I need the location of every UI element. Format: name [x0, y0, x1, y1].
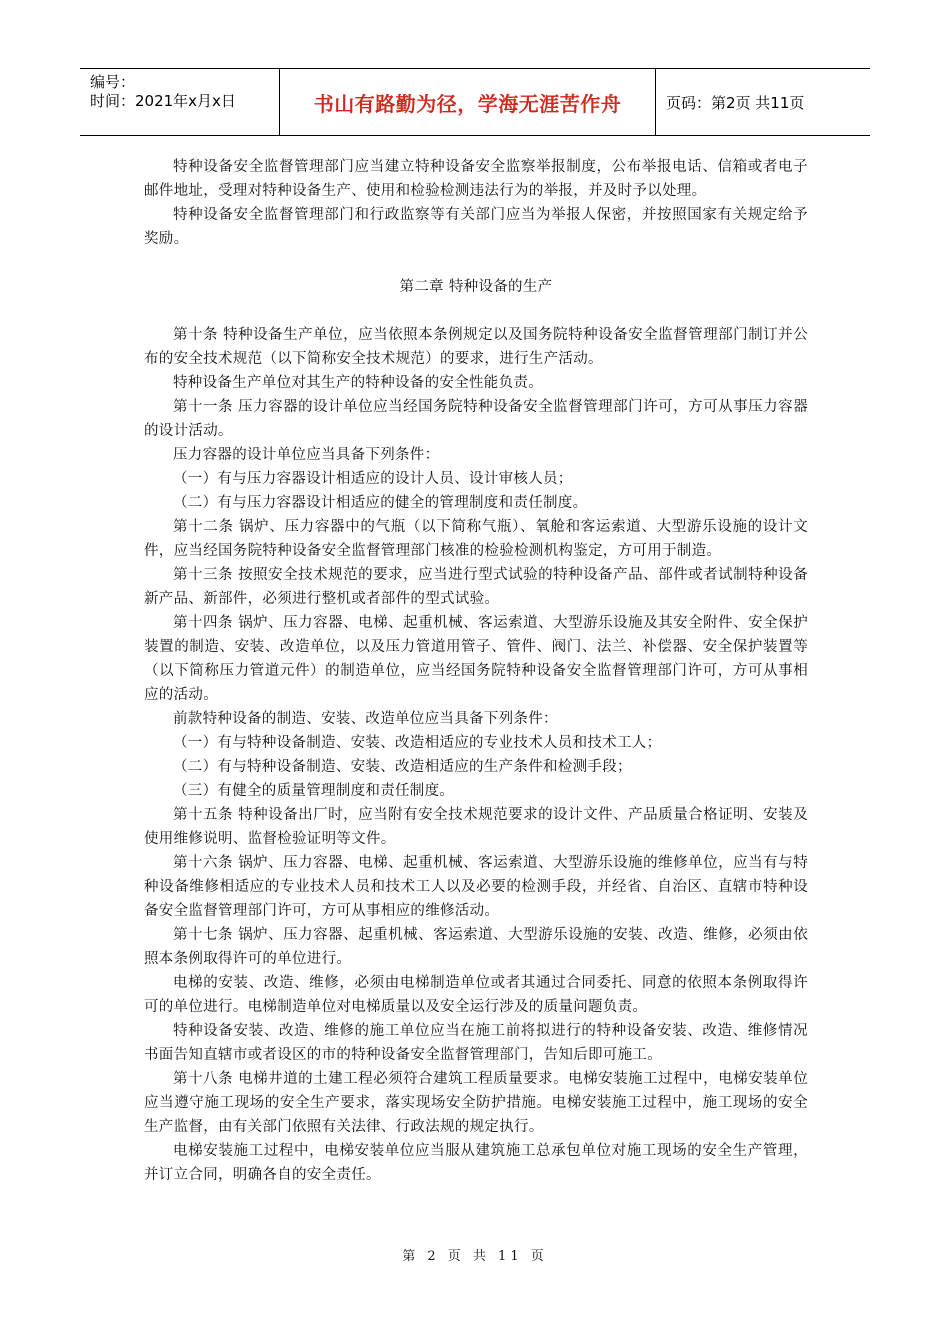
list-item: （二）有与特种设备制造、安装、改造相适应的生产条件和检测手段； [173, 759, 632, 775]
article-paragraph: 第十一条 压力容器的设计单位应当经国务院特种设备安全监督管理部门许可，方可从事压力容器的设计活动。 [144, 399, 808, 439]
article-paragraph: 第十四条 锅炉、压力容器、电梯、起重机械、客运索道、大型游乐设施及其安全附件、安全保护装置的制造、安装、改造单位，以及压力管道用管子、管件、阀门、法兰、补偿器、安全保护装置等（以下简称压力管道元件）的制造单位，应当经国务院特种设备安全监督管理部门许可，方可从事相应的活动。 [144, 615, 808, 703]
document-code-label: 编号： [90, 73, 136, 91]
page-header [80, 68, 870, 136]
paragraph: 特种设备安全监督管理部门应当建立特种设备安全监察举报制度，公布举报电话、信箱或者电子邮件地址，受理对特种设备生产、使用和检验检测违法行为的举报，并及时予以处理。 [144, 159, 808, 199]
article-paragraph: 第十七条 锅炉、压力容器、起重机械、客运索道、大型游乐设施的安装、改造、维修，必须由依照本条例取得许可的单位进行。 [144, 927, 808, 967]
paragraph: 电梯安装施工过程中，电梯安装单位应当服从建筑施工总承包单位对施工现场的安全生产管理，并订立合同，明确各自的安全责任。 [144, 1143, 808, 1183]
header-page-info: 页码：第2页 共11页 [666, 93, 805, 112]
article-paragraph: 第十六条 锅炉、压力容器、电梯、起重机械、客运索道、大型游乐设施的维修单位，应当有与特种设备维修相适应的专业技术人员和技术工人以及必要的检测手段，并经省、自治区、直辖市特种设备安全监督管理部门许可，方可从事相应的维修活动。 [144, 855, 808, 919]
paragraph: 特种设备生产单位对其生产的特种设备的安全性能负责。 [173, 375, 543, 391]
page-footer-number: 第 2 页 共 11 页 [402, 1249, 548, 1264]
paragraph: 压力容器的设计单位应当具备下列条件： [173, 447, 440, 463]
header-motto: 书山有路勤为径，学海无涯苦作舟 [280, 69, 656, 135]
paragraph: 前款特种设备的制造、安装、改造单位应当具备下列条件： [173, 711, 558, 727]
list-item: （一）有与压力容器设计相适应的设计人员、设计审核人员； [173, 471, 573, 487]
article-paragraph: 第十二条 锅炉、压力容器中的气瓶（以下简称气瓶）、氧舱和客运索道、大型游乐设施的设计文件，应当经国务院特种设备安全监督管理部门核准的检验检测机构鉴定，方可用于制造。 [144, 519, 808, 559]
list-item: （一）有与特种设备制造、安装、改造相适应的专业技术人员和技术工人； [173, 735, 662, 751]
article-paragraph: 第十条 特种设备生产单位，应当依照本条例规定以及国务院特种设备安全监督管理部门制订并公布的安全技术规范（以下简称安全技术规范）的要求，进行生产活动。 [144, 327, 808, 367]
article-paragraph: 第十三条 按照安全技术规范的要求，应当进行型式试验的特种设备产品、部件或者试制特种设备新产品、新部件，必须进行整机或者部件的型式试验。 [144, 567, 808, 607]
document-body [144, 155, 808, 1187]
header-meta [80, 69, 280, 135]
document-time-label: 时间：2021年x月x日 [90, 92, 236, 110]
paragraph: 电梯的安装、改造、维修，必须由电梯制造单位或者其通过合同委托、同意的依照本条例取得许可的单位进行。电梯制造单位对电梯质量以及安全运行涉及的质量问题负责。 [144, 975, 808, 1015]
article-paragraph: 第十八条 电梯井道的土建工程必须符合建筑工程质量要求。电梯安装施工过程中，电梯安装单位应当遵守施工现场的安全生产要求，落实现场安全防护措施。电梯安装施工过程中，施工现场的安全生产监督，由有关部门依照有关法律、行政法规的规定执行。 [144, 1071, 808, 1135]
list-item: （三）有健全的质量管理制度和责任制度。 [173, 783, 455, 799]
paragraph: 特种设备安全监督管理部门和行政监察等有关部门应当为举报人保密，并按照国家有关规定给予奖励。 [144, 207, 808, 247]
paragraph: 特种设备安装、改造、维修的施工单位应当在施工前将拟进行的特种设备安装、改造、维修情况书面告知直辖市或者设区的市的特种设备安全监督管理部门，告知后即可施工。 [144, 1023, 808, 1063]
chapter-title: 第二章 特种设备的生产 [399, 279, 553, 295]
list-item: （二）有与压力容器设计相适应的健全的管理制度和责任制度。 [173, 495, 588, 511]
article-paragraph: 第十五条 特种设备出厂时，应当附有安全技术规范要求的设计文件、产品质量合格证明、安装及使用维修说明、监督检验证明等文件。 [144, 807, 808, 847]
